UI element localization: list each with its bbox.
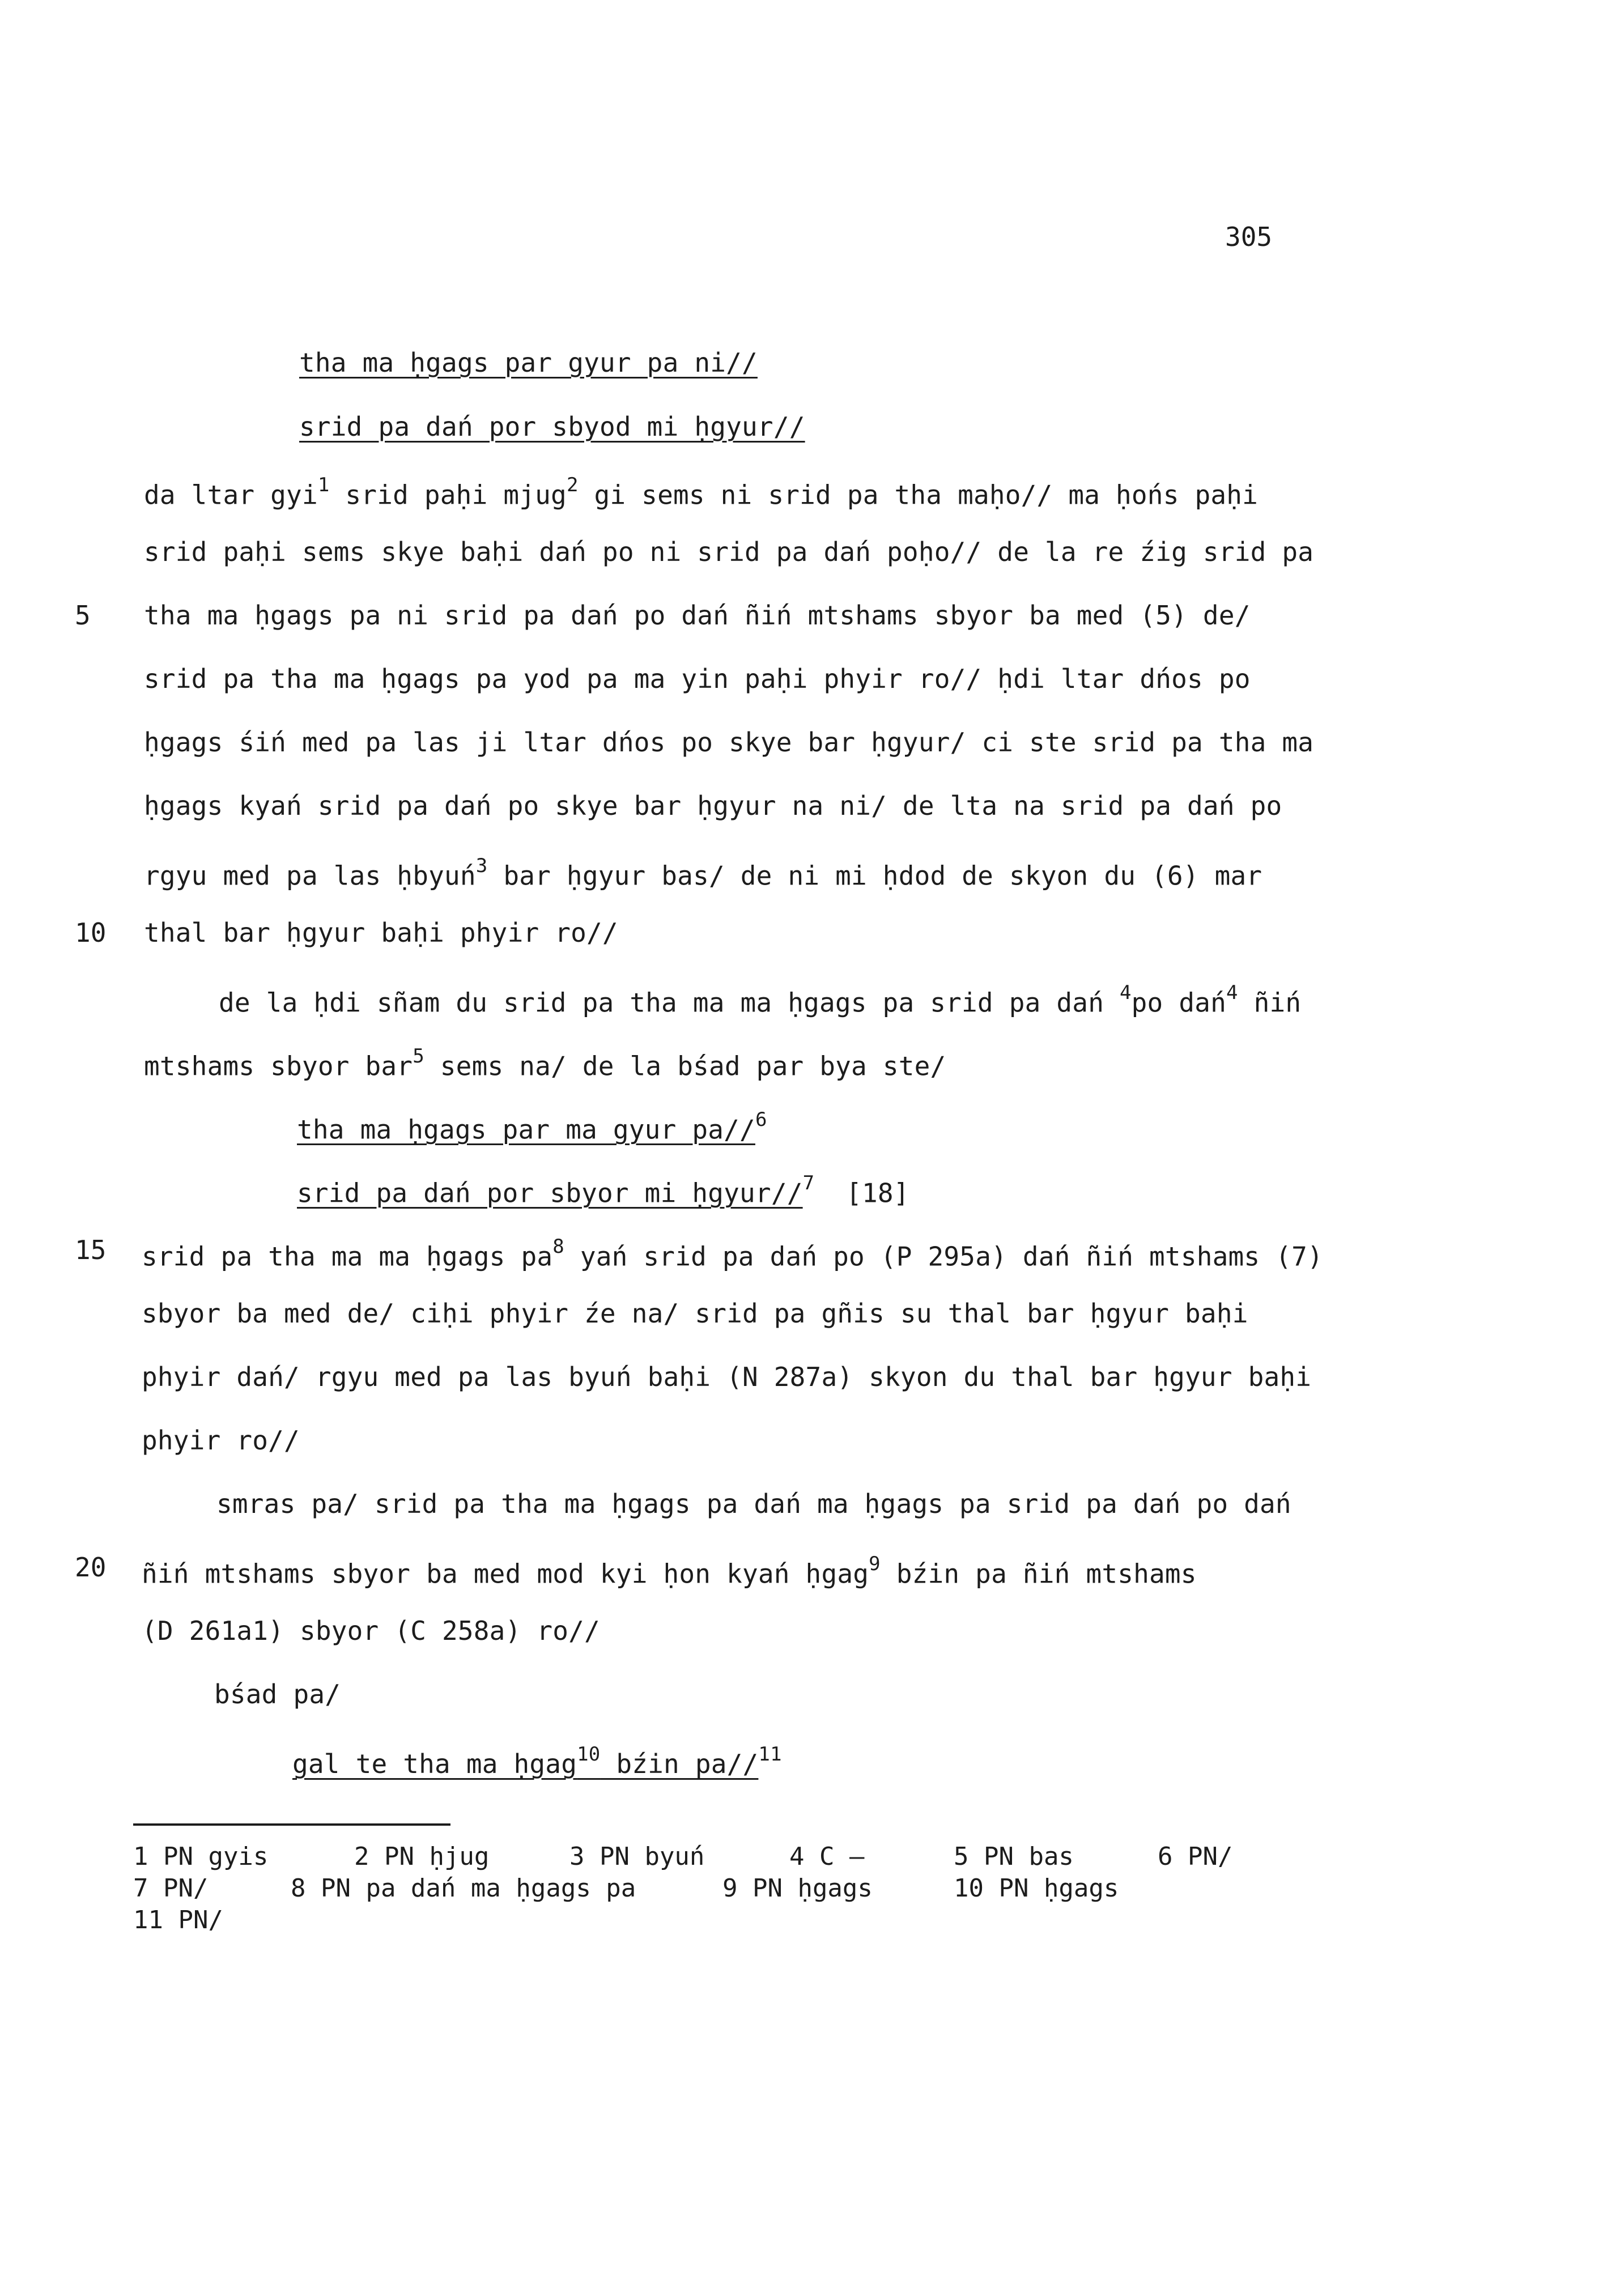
- text-segment: ñiń: [1238, 987, 1302, 1018]
- text-line-8: thal bar ḥgyur baḥi phyir ro//: [144, 917, 618, 948]
- footnote: 1 PN gyis: [133, 1842, 269, 1871]
- footnote-marker: 2: [566, 474, 579, 496]
- footnote-marker: 1: [317, 474, 330, 496]
- line-number: 15: [75, 1235, 107, 1265]
- verse-line-1: tha ma ḥgags par gyur pa ni//: [299, 347, 758, 378]
- footnote: 3 PN byuń: [569, 1842, 705, 1871]
- text-line-18: bśad pa/: [214, 1679, 341, 1710]
- verse-reference: [18]: [846, 1177, 909, 1209]
- footnote-marker: 5: [413, 1045, 424, 1068]
- text-line-13: phyir dań/ rgyu med pa las byuń baḥi (N 287a) skyon du thal bar ḥgyur baḥi: [142, 1362, 1312, 1392]
- text-segment: tha ma ḥgags par ma gyur pa//: [297, 1114, 755, 1145]
- text-segment: bźin pa//: [600, 1749, 759, 1780]
- footnote: 11 PN/: [133, 1906, 223, 1934]
- footnote: 10 PN ḥgags: [954, 1874, 1119, 1903]
- text-line-6: ḥgags kyań srid pa dań po skye bar ḥgyur na ni/ de lta na srid pa dań po: [144, 790, 1282, 821]
- text-line-2: srid paḥi sems skye baḥi dań po ni srid pa dań poḥo// de la re źig srid pa: [144, 537, 1314, 567]
- footnote-marker: 9: [869, 1553, 881, 1575]
- text-line-12: sbyor ba med de/ ciḥi phyir źe na/ srid pa gñis su thal bar ḥgyur baḥi: [142, 1298, 1248, 1329]
- footnote-marker: 8: [552, 1235, 564, 1258]
- footnote: 6 PN/: [1158, 1842, 1233, 1871]
- text-segment: yań srid pa dań po (P 295a) dań ñiń mtshams (7): [564, 1241, 1323, 1272]
- footnote-marker: 11: [758, 1743, 782, 1766]
- text-segment: ñiń mtshams sbyor ba med mod kyi ḥon kyań ḥgag: [142, 1558, 869, 1589]
- text-segment: srid paḥi mjug: [329, 479, 567, 511]
- text-line-1: [144, 471, 1258, 512]
- text-segment: gal te tha ma ḥgag: [292, 1749, 577, 1780]
- text-line-11: [142, 1233, 1323, 1273]
- footnote-marker: 3: [475, 854, 488, 877]
- text-segment: srid pa dań por sbyor mi ḥgyur//: [297, 1177, 803, 1209]
- page-number: 305: [1225, 222, 1273, 252]
- text-segment: bźin pa ñiń mtshams: [880, 1558, 1197, 1589]
- verse-line-3: [297, 1106, 767, 1146]
- footnote-rule: [133, 1823, 450, 1826]
- text-line-15: smras pa/ srid pa tha ma ḥgags pa dań ma ḥgags pa srid pa dań po dań: [216, 1489, 1291, 1519]
- text-line-4: srid pa tha ma ḥgags pa yod pa ma yin paḥi phyir ro// ḥdi ltar dńos po: [144, 664, 1251, 694]
- footnote-marker: 6: [755, 1108, 767, 1131]
- footnote: 7 PN/: [133, 1874, 209, 1903]
- text-line-7: [144, 852, 1262, 892]
- line-number: 10: [75, 917, 107, 948]
- text-line-14: phyir ro//: [142, 1425, 300, 1456]
- verse-line-2: srid pa dań por sbyod mi ḥgyur//: [299, 411, 805, 442]
- text-segment: po dań: [1131, 987, 1227, 1018]
- footnote: 8 PN pa dań ma ḥgags pa: [291, 1874, 636, 1903]
- footnote-marker: 4: [1226, 981, 1238, 1004]
- verse-line-5: [292, 1741, 782, 1781]
- text-line-10: [144, 1043, 946, 1083]
- line-number: 5: [75, 600, 91, 631]
- text-segment: bar ḥgyur bas/ de ni mi ḥdod de skyon du (6) mar: [487, 860, 1262, 891]
- footnote-marker: 7: [802, 1172, 815, 1194]
- footnote: 4 C —: [789, 1842, 865, 1871]
- line-number: 20: [75, 1552, 107, 1583]
- text-segment: rgyu med pa las ḥbyuń: [144, 860, 476, 891]
- text-line-5: ḥgags śiń med pa las ji ltar dńos po skye bar ḥgyur/ ci ste srid pa tha ma: [144, 727, 1314, 758]
- text-segment: sems na/ de la bśad par bya ste/: [424, 1051, 946, 1082]
- text-line-9: [219, 979, 1301, 1019]
- footnote-marker: 10: [577, 1743, 601, 1766]
- text-segment: srid pa tha ma ma ḥgags pa: [142, 1241, 553, 1272]
- text-line-3: tha ma ḥgags pa ni srid pa dań po dań ñiń mtshams sbyor ba med (5) de/: [144, 600, 1251, 631]
- text-line-17: (D 261a1) sbyor (C 258a) ro//: [142, 1615, 600, 1646]
- text-segment: mtshams sbyor bar: [144, 1051, 413, 1082]
- text-line-16: [142, 1550, 1197, 1591]
- text-segment: [292, 1743, 759, 1780]
- footnote-marker: 4: [1119, 981, 1132, 1004]
- text-segment: de la ḥdi sñam du srid pa tha ma ma ḥgags pa srid pa dań: [219, 987, 1120, 1018]
- footnote: 9 PN ḥgags: [722, 1874, 873, 1903]
- verse-line-4: [297, 1170, 909, 1210]
- footnote: 2 PN ḥjug: [354, 1842, 490, 1871]
- text-segment: da ltar gyi: [144, 479, 318, 511]
- footnote: 5 PN bas: [954, 1842, 1074, 1871]
- text-segment: gi sems ni srid pa tha maḥo// ma ḥońs paḥi: [578, 479, 1259, 511]
